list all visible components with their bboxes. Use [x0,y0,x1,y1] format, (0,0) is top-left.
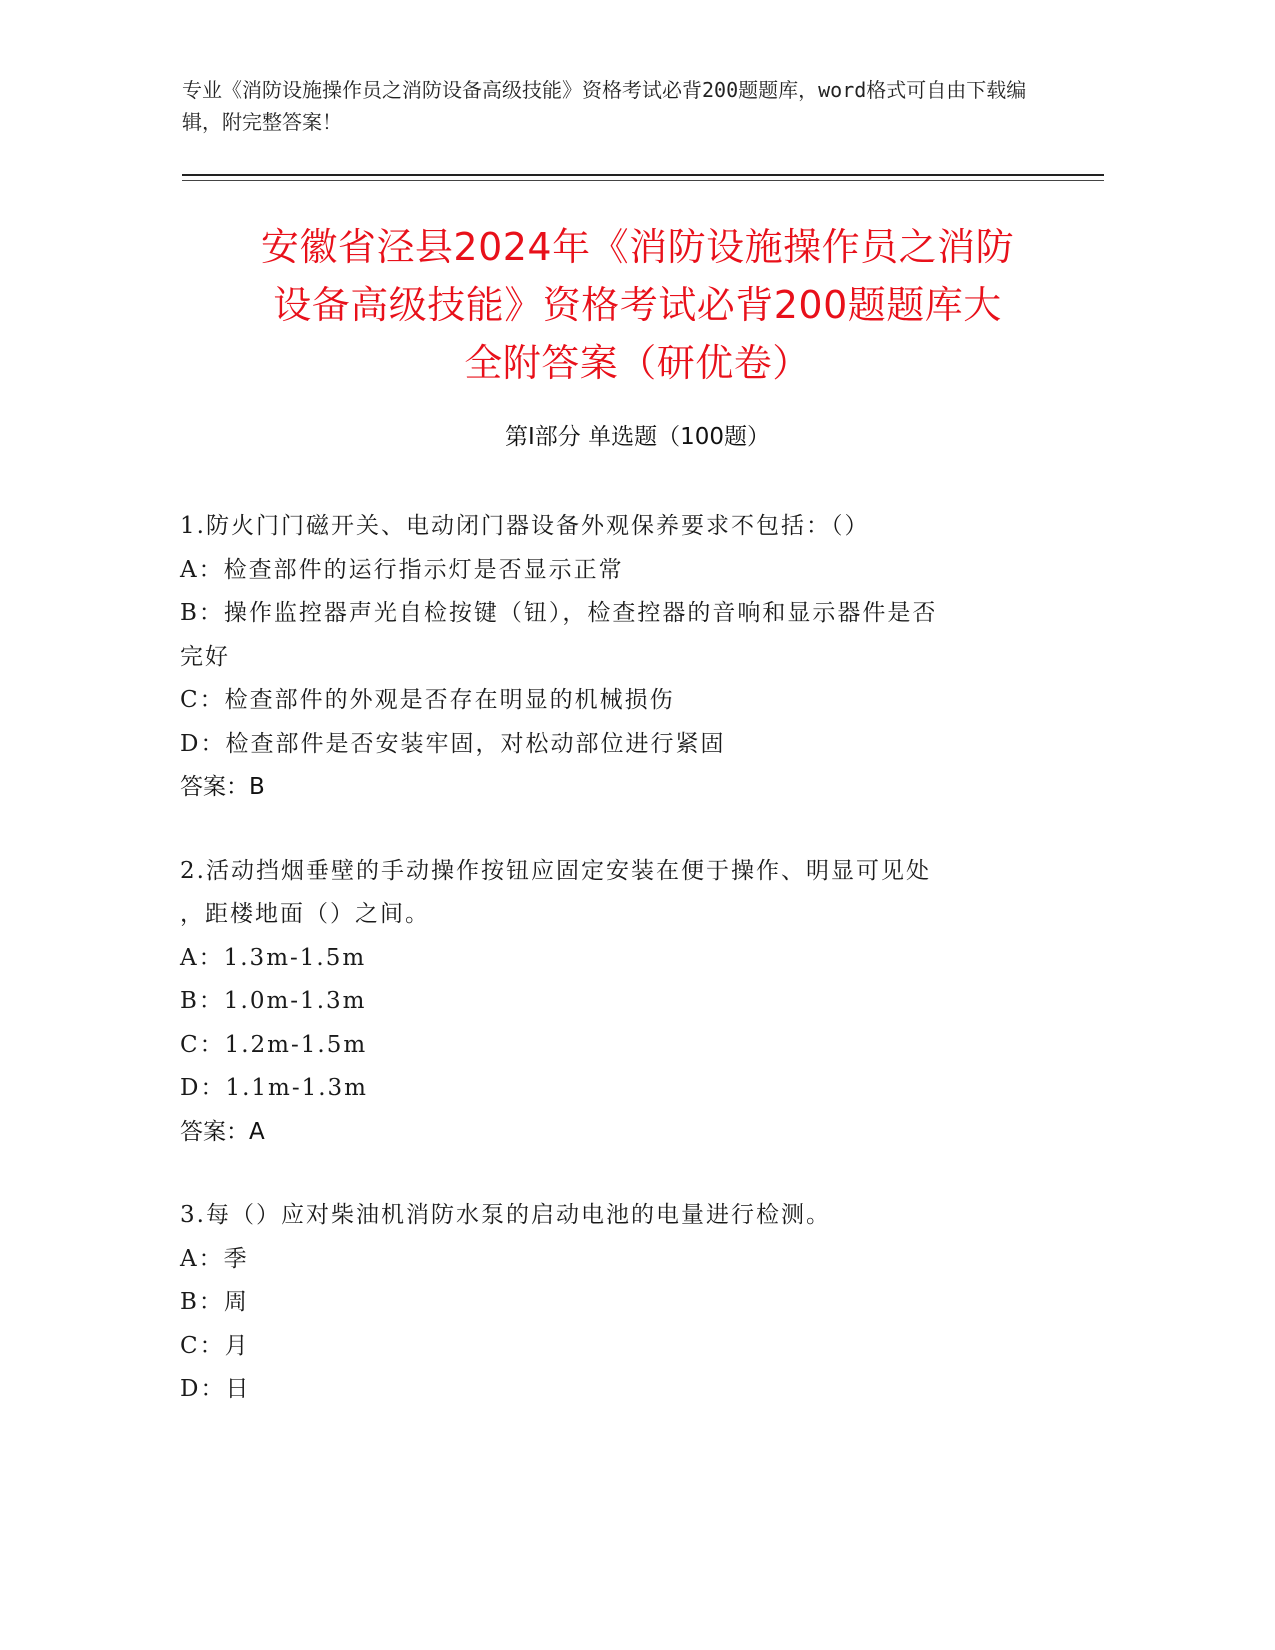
header-rule-thick [182,174,1104,176]
option-d: D：日 [180,1376,251,1402]
title-line-3: 全附答案（研优卷） [464,341,811,385]
option-c: C：1.2m-1.5m [180,1031,368,1058]
option-b-continued: 完好 [180,643,230,670]
title-line-1: 安徽省泾县2024年《消防设施操作员之消防 [260,225,1015,269]
question-stem-continued: ，距楼地面（）之间。 [180,901,430,927]
section-heading: 第Ⅰ部分 单选题（100题） [505,424,770,450]
question-3 [180,1194,1040,1412]
option-d: D：1.1m-1.3m [180,1075,368,1101]
question-stem: 1.防火门门磁开关、电动闭门器设备外观保养要求不包括：（） [180,513,870,539]
answer-label: 答案：A [180,1118,265,1145]
option-c: C：检查部件的外观是否存在明显的机械损伤 [180,687,675,713]
option-b: B：操作监控器声光自检按键（钮），检查控器的音响和显示器件是否 [180,600,938,626]
question-2 [180,850,1040,1155]
option-a: A：1.3m-1.5m [180,944,367,971]
question-stem: 3.每（）应对柴油机消防水泵的启动电池的电量进行检测。 [180,1202,831,1228]
option-d: D：检查部件是否安装牢固，对松动部位进行紧固 [180,730,726,757]
option-a: A：季 [180,1245,249,1272]
option-c: C：月 [180,1332,250,1359]
option-b: B：1.0m-1.3m [180,988,367,1014]
document-title [150,218,1125,392]
header-note: 专业《消防设施操作员之消防设备高级技能》资格考试必背200题题库，word格式可自由下载编辑，附完整答案！ [182,78,1027,134]
title-line-2: 设备高级技能》资格考试必背200题题库大 [273,283,1002,327]
header-rule-thin [182,180,1104,181]
option-b: B：周 [180,1289,249,1315]
question-stem: 2.活动挡烟垂壁的手动操作按钮应固定安装在便于操作、明显可见处 [180,857,931,884]
question-list [180,505,1040,1452]
question-1 [180,505,1040,810]
answer-label: 答案：B [180,774,265,800]
option-a: A：检查部件的运行指示灯是否显示正常 [180,556,624,583]
